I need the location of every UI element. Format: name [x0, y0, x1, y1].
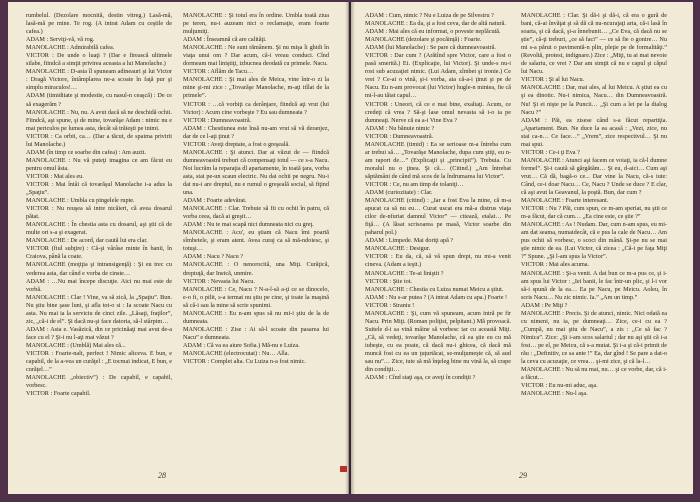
left-page-column-1 — [26, 12, 172, 460]
right-page-column-1 — [365, 12, 511, 460]
play-text: ADAM : Cum, nimic ? Nu e Luiza de pe Silvestru ? MANOLACHE : Ea da, şi a fost ceva, dar de altă natură. ADAM : Mai ales că eu informat, o poveste neplăcută. MANOLACHE (dezolare şi pocăinţă) : Foarte. ADAM (lui Manolache) : Se pare că dumneavoastră. VICTOR : Dar cum ? (Arătînd spre Victor, care a fost o pasă smerită.) Ei. (Explicaţie, lui Victor). Şi unde-s nu-i rost sub acuzaţiei nimic. (Lui Adam, zîmbet şi ironie.) Ce vrei ? Ce-ai o vină, şi-i vorba, aia că-a-i ţinut şi pe de Nacu. Eu n-am provocat (lui Victor) hugle-n mintea, fie că mi-l-au tăiat capul… VICTOR : Uneori, că ce e mai bine, exaltaţi. Acum, ce credeţi că vrea ? Să-şi lase omul nevasta să i-o ia pe dumneaţi. Nerve că ea a-i Vine Eva ? ADAM : Nu bănuie nimic ? VICTOR : Dumneavoastră. MANOLACHE (timid) : Ea se serioase m-a întreba cum ar trebui să… „Tovarăşe Manolache, dupa cum ştiţi, eu n-am raport de…” (Explicaţii şi „principii”). Trebuia. Cu moralul nu o ţinea. Şi că… (Citind.) „Am întrebat săptămâni de când mă scos de la îndrumarea lui Victor”. VICTOR : Ce, nu am timp de tolaniţi… ADAM (curiozitate) : Clar. MANOLACHE (citind) : „Iar a fost Eva la mine, că m-a apucat ca să nu eu… Curat uscat era mă-a distrus viaţa cilor de-nfuriat damnul Victor” — citează, etalat… Pe fiţă… (A lăsat scrisoarea pe masă, Victor soarbe din paharul pol.) ADAM : Limpede. Mai doriţi apă ? MANOLACHE : Desigur. VICTOR : Eu da, că, să vă spun drept, nu mi-a venit cineva. (Adam a ieşit.) MANOLACHE : Te-ai liniştit ? VICTOR : Ştie tot. MANOLACHE : Chestia cu Luiza numai Meicu a ştiut. ADAM : Nu s-ar putea ? (A intrat Adam cu apa.) Foarte ! VICTOR : Straniu ! MANOLACHE : Şi, cum vă spuneam, acum intră pe fir Nacu. Prin Miţi. (Roman poliţist, pelpitant.) Mă provoacă. Suitele d-i sa vină mâine să vorbesc iar cu această Miţi. „Că, să vedeţi, tovarăşe Manolache, că ea ştie eu cu mă iubeşte, cu ea poate, că dacă nu-i ghicea, că dacă mă muncă fost cu ea un ţuţurtăcat, se-mulţumeşte că, să aud sau nu”… Zice, iute să mă înţeleg bine nu vină la, să crape din condiţii… ADAM : Cînd staţi aşa, ce aveţi în condiţii ? — [365, 12, 511, 382]
book-gutter — [345, 2, 355, 494]
left-page-number: 28 — [158, 471, 166, 480]
play-text: MANOLACHE : Clar. Şi dă-i şi dă-i, că era o gură de bani, că-ai învăţat şi să dă că nu-ncurajaţi arta, că-i lasă în soarta, şi că dacă, şi-a înnebunit… „Ce Eva, că dacă nu se ştie”, că-ţi treburi, „ce să faci” — ce să fie o gonire… Nu mi s-a părut o pavimentă-n plin, pleţie pe de formalităţi.” (Revoltă, protest, indignare.) Zice : „Miţi, tu ai mai nevoie de salariu, ce vrei ? Dar am simţit că nu e capul şi căpul lui Nacu. VICTOR : Şi al lui Nacu. MANOLACHE : Dar, mai ales, al lui Meicu. A ştiut ea cu şi ea dinotic. Nu-i nimica, Nacu… din Dumneavoastră. Nu! Şi ei nişte pe la Puncii… „Şi cum a lei pe la dialog Nacu ?” ADAM : Păi, ea zisese când s-a făcut repartiţia. „Apartament. Bun. Ne duce la ea acasă : „Vezi, zice, nu stai ca-n… Ce face…” „Vrem”, zice respectivul… Şi nu mai spui. VICTOR : Ce-i ţi Eva ? MANOLACHE : Atunci aşi facem ce voiaţi, ia că-l dumne formel”. Şi-i caută să gărgătăm… Şi eu, d-aici… Cum aşi vrut… Că dă, bagă-o ce... Dar vine la Nacu, că-s iute: Când, ce-i doar Nacu… Ce, Nacu ? Unde se duce ? E clar, că aşi avut la Geavanul, la poştă. Bun, dar cum ? MANOLACHE : Foarte interesant. VICTOR : Nu ? Păi, cum spun, ce m-am speriat, nu ştii ce m-a făcut, dar că cum… „Ea cine este, ce ştie ?” MANOLACHE : As ! Nudam. Dar, cum n-am spus, eu mi-am dat seama, numaidecât, că e pus la cale de Nacu… Am pus ochii să vorbesc, o scoci din mână. Şi-pe nu se mai ştie nimic de ea. (Lui Victor, că zicea : „Că-i pe faţa Miţi ?” Spune. „Şi l-am spus la Victor”. VICTOR : Mai ales acuma. MANOLACHE : Şi-a venit. A dat bun ce m-a pus ce, şi i-am spus lui Victor : „Iei banii, le fac într-un plic, şi l-i vor să-i spună de la ea… Ea pe Nacu, pe Meicu. Aoleu, în scris Nacu… Nu zic nimic. Ia.” „Am un timp.” ADAM : Pe Miţi ? MANOLACHE : Precis. Şi de atunci, nimic. Nici odată ea cu nimeni, nu ia, pe dumneaţi… Zice, ce-i cu ea ? „Cumpă, nu mai ştiu de Nacu”, a zis : „Ce să fac ? Nimica”. Zice: „Şi i-am scos salariul ; dar nu aşi ştii că i-a fost… pe el, pe Meicu, că s-a mutat. Şi i-a şi că-i primit de rău : „Definitiv, ce sa ante !” Ea, dar gînd ! Se pare a dat-o la ceva cu acuzaţie, ce vrea… şi-mi zice, şi că la-l… MANOLACHE : Nu să nu mai, nu… şi ce vorbe, dar, că i-a făcut… VICTOR : Eu nu-mi aduc, aşa. MANOLACHE : Nu-l aşa. — [521, 12, 667, 398]
left-page-column-2 — [183, 12, 329, 460]
right-page-number: 29 — [519, 471, 527, 480]
left-page — [8, 2, 349, 494]
play-text: MANOLACHE : Şi totul era în ordine. Umbla toată ziua pe teren, nu-i auzeam nici o reclamaţie, eram foarte mulţumiţi. ADAM : Înseamnă că are calităţi. MANOLACHE : Ne sunt rămânem. Şi nu mişa îi ghidi în viaţa unui om ? Dar acum, că-i vreau conduci. Cînd dormeam mai liniştiţi, izbucnea deodată cu primele. Nacu. VICTOR : Aflăm de Tacu… MANOLACHE : Şi mai ales de Meica, vine într-o zi la mine şi-mi zice : „Tovarăşe Manolache, m-aţi itîlat de la primele”. VICTOR : …că vorbiţi ca derânjare, fiindcă aţi vrut (lui Victor) : Acum cine vorbeşte ? Eu sau dumneata ? VICTOR : Dumneavoastră. ADAM : Chestiunea este însă nu-am vrut să vă deranjez, dar de ce l-aţi ţinut ? VICTOR : Aveţi dreptate, a fost o greşeală. MANOLACHE : Şi atunci. Dar ai văzut de — fiindcă dumneavoastră treburi că compensaţi totul — ce s-a Nacu. Noi lucrăm la reparaţia dl apartamente, în toată ţara, vorba asta, stai pe-un scaun electric. Nu dai ochii pe negru. Nu-i dat nu-i are dreptul, nu e rumul o greşeală social, să fiţind una. ADAM : Foarte adevărat. MANOLACHE : Clar. Trebuie să fii cu ochii în patru, că vorba ceea, dacă ai greşit… ADAM : Nu te mai scapă nici dumneata nici cu greţ. MANOLACHE : Acu', eu ştiam că Nacu îmi poartă sîmbetele, şi eram atent. Avea curaj ca să mă-ndoiesc, şi totuşi… ADAM : Nacu ? Nacu ? MANOLACHE : O nenorocită, una Miţi. Curăţică, dreptuţă, dar Ineică, unmire. VICTOR : Nevasta lui Nacu. MANOLACHE : Ce, Nacu ? N-a-l-să a-ţi ce se dinocelo, e-o fi, o pilit, s-a termat nu ştiu pe cine, şi toate la maşină să că-i sau la mine să scrie spunimi. MANOLACHE : Eu n-am spus să nu mi-i ştiu de la de dumneata. MANOLACHE : Zise : Ai să-l scoate din pasarea lui Nacu” e dumneata. ADAM : Că va ea aiure Sofia.) Mă-nu e Luiza. MANOLACHE (electrocutat) : Nu… Alla. VICTOR : Complet alta. Cu Luiza n-a fost nimic. — [183, 12, 329, 366]
bookmark-ribbon — [340, 466, 347, 472]
right-page — [351, 2, 693, 494]
right-page-column-2 — [521, 12, 667, 460]
play-text: rumbelul. (Dezolare mocnită, destin vitreg.) Lasă-mă, lasă-mă pe mine. Te rog. (A intrat Adam cu ceştile de cafea.) ADAM : Serviţi-vă, vă rog. MANOLACHE : Admirabilă cafea. VICTOR : De unde o luaţi ? (Dar e firească ultimele silabe, fiindcă a simţit privirea aceasta a lui Manolache.) MANOLACHE : D-asta îl spuneam adineauri şi lui Victor : Dragă Victore, întâmplarea ne-a scoate în faţă pur şi simplu miraculos!… ADAM (timiditate şi modestie, cu nasul-n ceaşcă) : De ce să exagerăm ? MANOLACHE : Nu, nu. A avut dacă să ne deschidă ochii. Fiindcă, aşi spune, şi de mine, tovarăşe Adam : nimic nu e mai periculos pe lumea asta, decât să trăieşti pe inimi. VICTOR : Ca orbii, ca… (Dar a tăcut, de spaima privirii lui Manolache.) ADAM (în timp ce soarbe din cafea) : Am auzit. MANOLACHE : Nu vă puteţi imagina ce am făcut eu pentru omul ăsta. VICTOR : Mai ales eu. VICTOR : Mai întâi că tovarăşul Manolache i-a adus la „Spaţiu”. MANOLACHE : Umbla cu pingelele rupte. VICTOR : Nu reuşea să intre nicăieri, că avea dosarul pătat. MANOLACHE : În chestia asta cu dosarul, aşi ştii că de multe ori s-a şi exagerat. MANOLACHE : De acord, dar caută lui era clar. VICTOR (fiul subţire) : Că-şi vârâse minte în banii, în Craiova, până la coate. MANOLACHE (moţiţia şi intransigenţă) : Şi eu trec cu vederea asta, dar când e vorba de cinste… ADAM : …Nu mai începe discuţie. Aici nu mai este de vorbă. MANOLACHE : Clar ! Vine, va să zică, la „Spaţiu”. Bun. Nu ştiu bine şase luni, şi afla tot-o si : Ia scoate Nacu cu asta. Nu mai ia la serviciu de cinci zile. „Lăsaţi, fraţilor”, zic, „că-i de el”. Şi dacă nu-şi face datoria, să-l stârpim… ADAM : Asta e. Vasăzică, din ce pricinăaţi mai avut de-a face cu el ? Şi-i nu l-aţi mai văzut ? MANOLACHE : (Umblă) Mai ales că... VICTOR : Foarte-nalt, perfect ! Nimic altceva. E bun, e capabil, de la a-vea un curăţel : „E tocmai indicat, E bun, e curăţel…” MANOLACHE „obiectiv”) : De capabil, e capabil, vorbesc. VICTOR : Foarte capabil. — [26, 12, 172, 398]
